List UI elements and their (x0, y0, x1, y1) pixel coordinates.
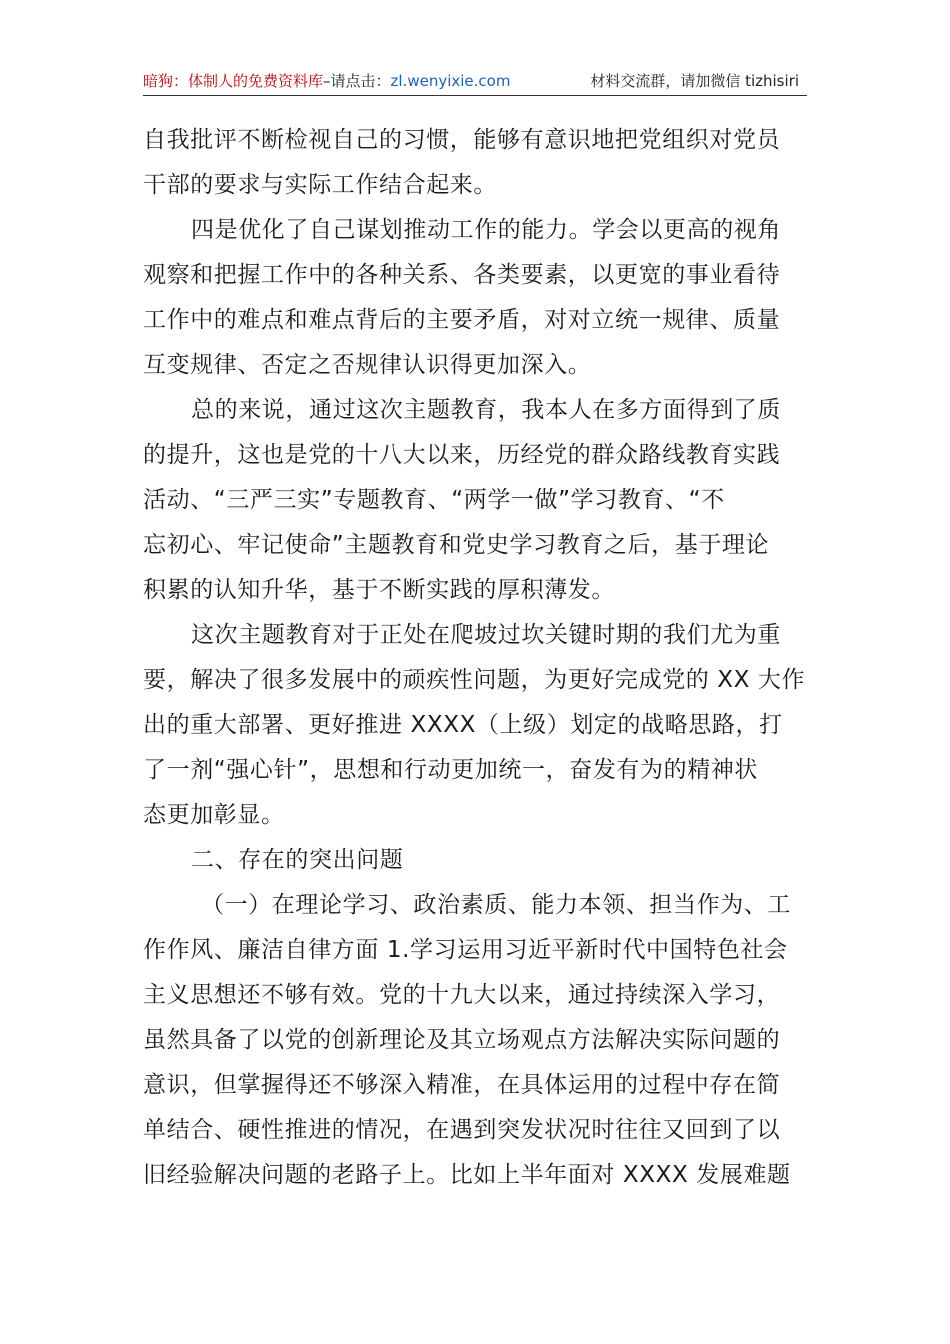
header-divider (143, 95, 807, 96)
text-line: 态更加彰显。 (143, 802, 285, 828)
document-body (143, 118, 807, 1198)
text-line: 的提升，这也是党的十八大以来，历经党的群众路线教育实践 (143, 442, 781, 468)
header-wechat-note: 材料交流群，请加微信 tizhisiri (590, 72, 799, 90)
text-line: 互变规律、否定之否规律认识得更加深入。 (143, 352, 592, 378)
text-line: 主义思想还不够有效。党的十九大以来，通过持续深入学习， (143, 982, 781, 1008)
subsection-start-line: （一）在理论学习、政治素质、能力本领、担当作为、工 (201, 892, 791, 918)
paragraph-start-line: 总的来说，通过这次主题教育，我本人在多方面得到了质 (191, 397, 781, 423)
text-line: 自我批评不断检视自己的习惯，能够有意识地把党组织对党员 (143, 127, 781, 153)
text-line: 工作中的难点和难点背后的主要矛盾，对对立统一规律、质量 (143, 307, 781, 333)
text-line: 忘初心、牢记使命”主题教育和党史学习教育之后，基于理论 (143, 532, 770, 558)
text-line: 活动、“三严三实”专题教育、“两学一做”学习教育、“不 (143, 487, 725, 513)
text-line: 意识，但掌握得还不够深入精准，在具体运用的过程中存在简 (143, 1072, 781, 1098)
text-line: 旧经验解决问题的老路子上。比如上半年面对 XXXX 发展难题 (143, 1162, 791, 1188)
paragraph-start-line: 这次主题教育对于正处在爬坡过坎关键时期的我们尤为重 (191, 622, 781, 648)
header-site-label: 暗狗：体制人的免费资料库 (143, 72, 324, 90)
header-click-label: –请点击： (323, 72, 391, 90)
text-line: 观察和把握工作中的各种关系、各类要素，以更宽的事业看待 (143, 262, 781, 288)
text-line: 干部的要求与实际工作结合起来。 (143, 172, 497, 198)
text-line: 积累的认知升华，基于不断实践的厚积薄发。 (143, 577, 615, 603)
text-line: 了一剂“强心针”，思想和行动更加统一，奋发有为的精神状 (143, 757, 759, 783)
text-line: 出的重大部署、更好推进 XXXX（上级）划定的战略思路，打 (143, 712, 783, 738)
text-line: 要，解决了很多发展中的顽疾性问题，为更好完成党的 XX 大作 (143, 667, 806, 693)
text-line: 虽然具备了以党的创新理论及其立场观点方法解决实际问题的 (143, 1027, 781, 1053)
header-url-link[interactable]: zl.wenyixie.com (390, 72, 511, 90)
page-header (143, 68, 807, 94)
paragraph-start-line: 四是优化了自己谋划推动工作的能力。学会以更高的视角 (191, 217, 781, 243)
text-line: 单结合、硬性推进的情况，在遇到突发状况时往往又回到了以 (143, 1117, 781, 1143)
text-line: 作作风、廉洁自律方面 1.学习运用习近平新时代中国特色社会 (143, 937, 788, 963)
section-heading: 二、存在的突出问题 (191, 847, 404, 873)
